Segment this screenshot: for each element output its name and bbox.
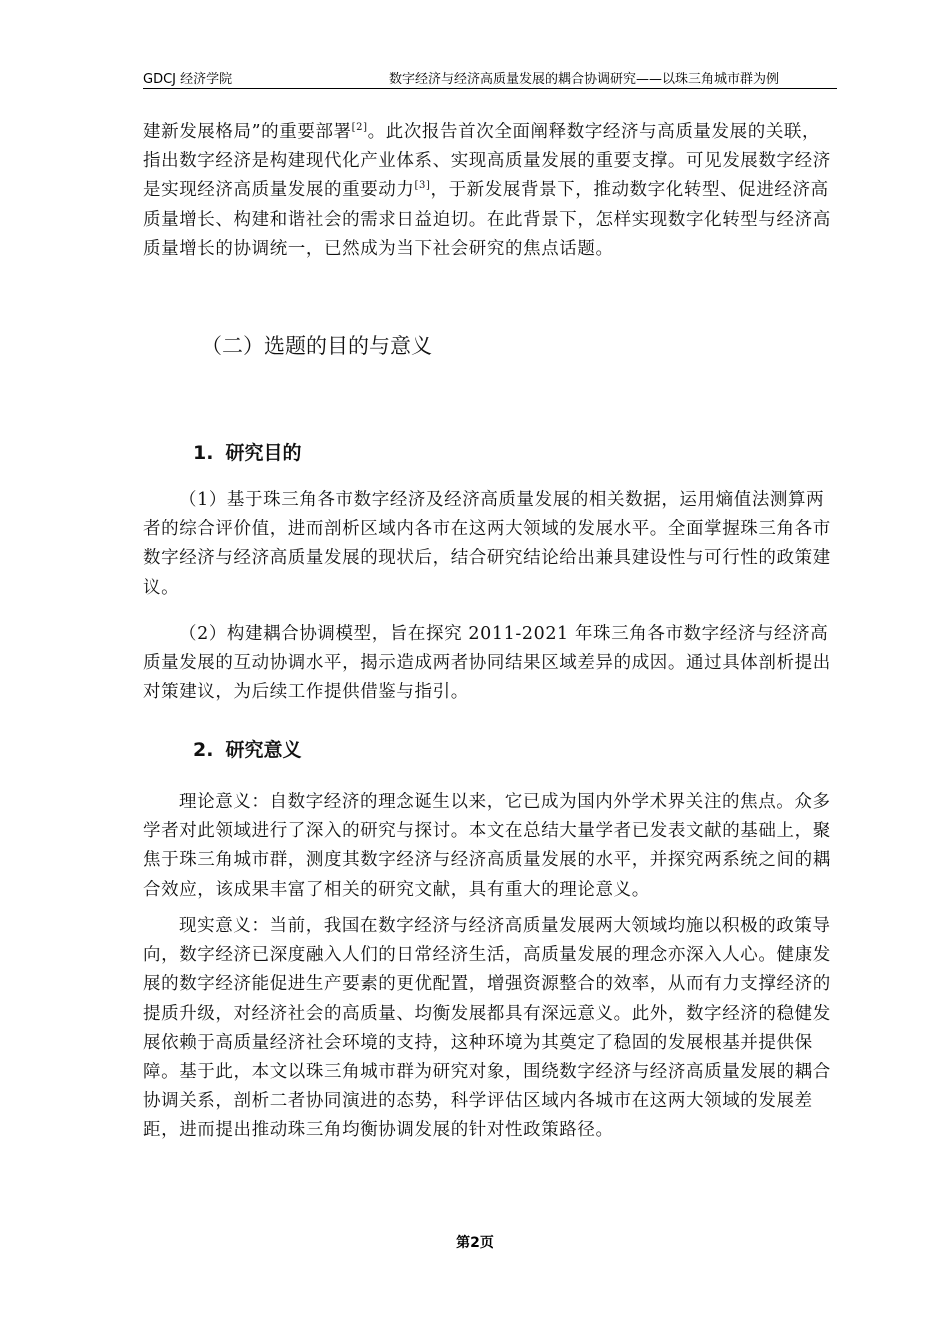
page-number: 第2页: [456, 1235, 494, 1251]
subsection-number-1: 1.: [193, 442, 214, 464]
subsection-title-2: 研究意义: [225, 739, 302, 761]
header-paper-title: 数字经济与经济高质量发展的耦合协调研究——以珠三角城市群为例: [388, 72, 779, 87]
subsection-heading-significance: [193, 735, 301, 762]
intro-text-1: 建新发展格局”的重要部署: [143, 122, 352, 142]
citation-2: [2]: [351, 122, 368, 133]
significance-theoretical-paragraph: 理论意义：自数字经济的理念诞生以来，它已成为国内外学术界关注的焦点。众多学者对此领域进行了深入的研究与探讨。本文在总结大量学者已发表文献的基础上，聚焦于珠三角城市群，测度其数字经济与经济高质量发展的水平，并探究两系统之间的耦合效应，该成果丰富了相关的研究文献，具有重大的理论意义。: [143, 792, 831, 900]
significance-practical-paragraph: 现实意义：当前，我国在数字经济与经济高质量发展两大领域均施以积极的政策导向，数字经济已深度融入人们的日常经济生活，高质量发展的理念亦深入人心。健康发展的数字经济能促进生产要素的更优配置，增强资源整合的效率，从而有力支撑经济的提质升级，对经济社会的高质量、均衡发展都具有深远意义。此外，数字经济的稳健发展依赖于高质量经济社会环境的支持，这种环境为其奠定了稳固的发展根基并提供保障。基于此，本文以珠三角城市群为研究对象，围绕数字经济与经济高质量发展的耦合协调关系，剖析二者协同演进的态势，科学评估区域内各城市在这两大领域的发展差距，进而提出推动珠三角均衡协调发展的针对性政策路径。: [143, 916, 831, 1141]
citation-3: [3]: [414, 180, 431, 192]
header-institution: GDCJ 经济学院: [143, 72, 233, 87]
page-header: [143, 66, 837, 89]
section-heading-purpose-significance: （二）选题的目的与意义: [201, 334, 432, 358]
intro-text-3: ，于新发展背景下，推动数字化转型、促进经济高质量增长、构建和谐社会的需求日益迫切。在此背景下，怎样实现数字化转型与经济高质量增长的协调统一，已然成为当下社会研究的焦点话题。: [143, 180, 831, 259]
subsection-heading-purpose: [193, 438, 301, 465]
purpose-paragraph-2: （2）构建耦合协调模型，旨在探究 2011-2021 年珠三角各市数字经济与经济高质量发展的互动协调水平，揭示造成两者协同结果区域差异的成因。通过具体剖析提出对策建议，为后续工作提供借鉴与指引。: [143, 624, 831, 703]
purpose-paragraph-1: （1）基于珠三角各市数字经济及经济高质量发展的相关数据，运用熵值法测算两者的综合评价值，进而剖析区域内各市在这两大领域的发展水平。全面掌握珠三角各市数字经济与经济高质量发展的现状后，结合研究结论给出兼具建设性与可行性的政策建议。: [143, 490, 831, 598]
intro-text-2: 。此次报告首次全面阐释数字经济与高质量发展的关联，指出数字经济是构建现代化产业体系、实现高质量发展的重要支撑。可见发展数字经济是实现经济高质量发展的重要动力: [143, 122, 831, 201]
intro-paragraph: [143, 118, 837, 264]
subsection-number-2: 2.: [193, 739, 214, 761]
subsection-title-1: 研究目的: [225, 442, 302, 464]
